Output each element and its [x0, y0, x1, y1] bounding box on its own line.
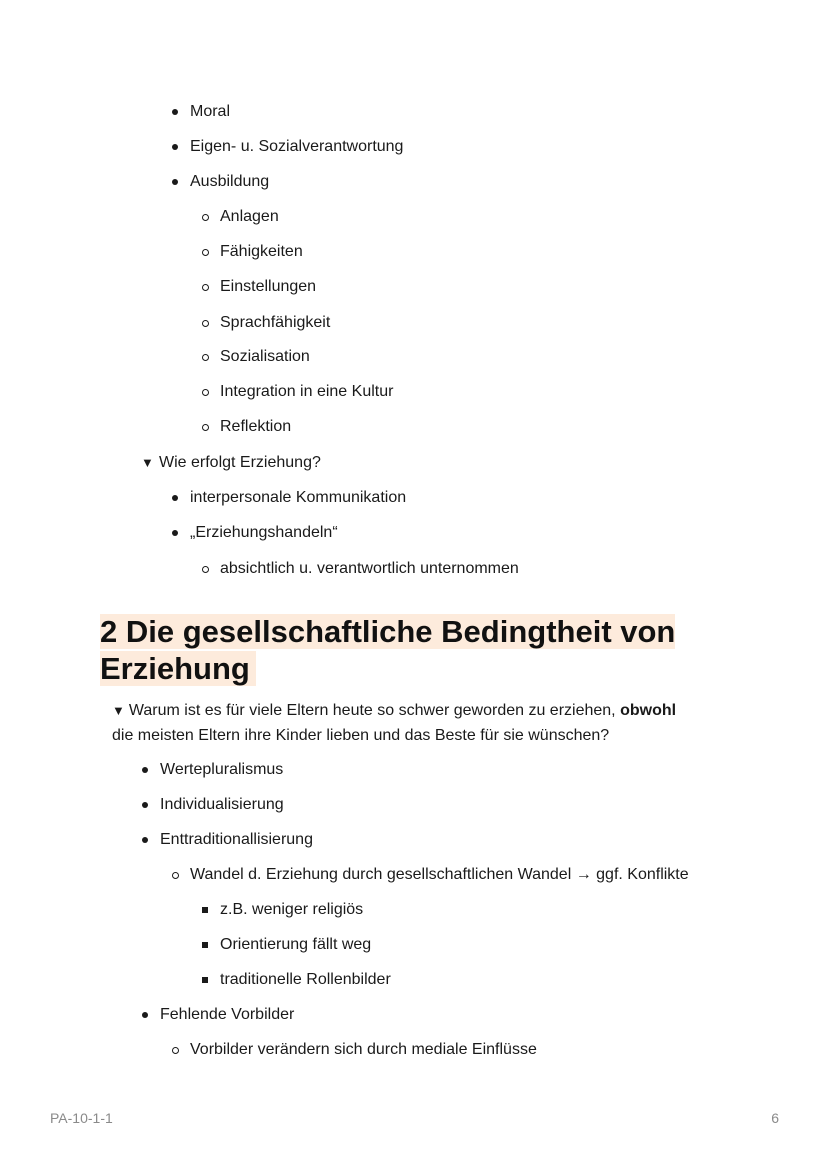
section-heading: 2 Die gesellschaftliche Bedingtheit von Erziehung [100, 614, 676, 686]
question-bold-word: obwohl [620, 702, 677, 719]
circle-bullet-icon [202, 284, 209, 291]
page-number: 6 [771, 1110, 779, 1126]
circle-bullet-icon [172, 872, 179, 879]
bullet-icon [172, 109, 178, 115]
circle-bullet-icon [202, 249, 209, 256]
square-bullet-icon [202, 942, 208, 948]
bullet-icon [172, 495, 178, 501]
circle-bullet-icon [172, 1047, 179, 1054]
square-bullet-icon [202, 977, 208, 983]
bullet-icon [142, 767, 148, 773]
bullet-icon [172, 530, 178, 536]
circle-bullet-icon [202, 354, 209, 361]
toggle-title: Wie erfolgt Erziehung? [159, 454, 321, 471]
toggle-triangle-icon[interactable]: ▼ [141, 455, 154, 470]
circle-bullet-icon [202, 424, 209, 431]
bullet-icon [172, 144, 178, 150]
circle-bullet-icon [202, 389, 209, 396]
toggle-question[interactable] [112, 698, 732, 748]
bullet-icon [142, 802, 148, 808]
bullet-icon [142, 1012, 148, 1018]
footer-doc-id: PA-10-1-1 [50, 1110, 113, 1126]
square-bullet-icon [202, 907, 208, 913]
bullet-icon [172, 179, 178, 185]
toggle-triangle-icon[interactable]: ▼ [112, 703, 125, 718]
circle-bullet-icon [202, 214, 209, 221]
circle-bullet-icon [202, 566, 209, 573]
bullet-icon [142, 837, 148, 843]
question-text-continued: die meisten Eltern ihre Kinder lieben und das Beste für sie wünschen? [112, 727, 610, 744]
circle-bullet-icon [202, 320, 209, 327]
question-text: Warum ist es für viele Eltern heute so schwer geworden zu erziehen, [128, 702, 616, 719]
